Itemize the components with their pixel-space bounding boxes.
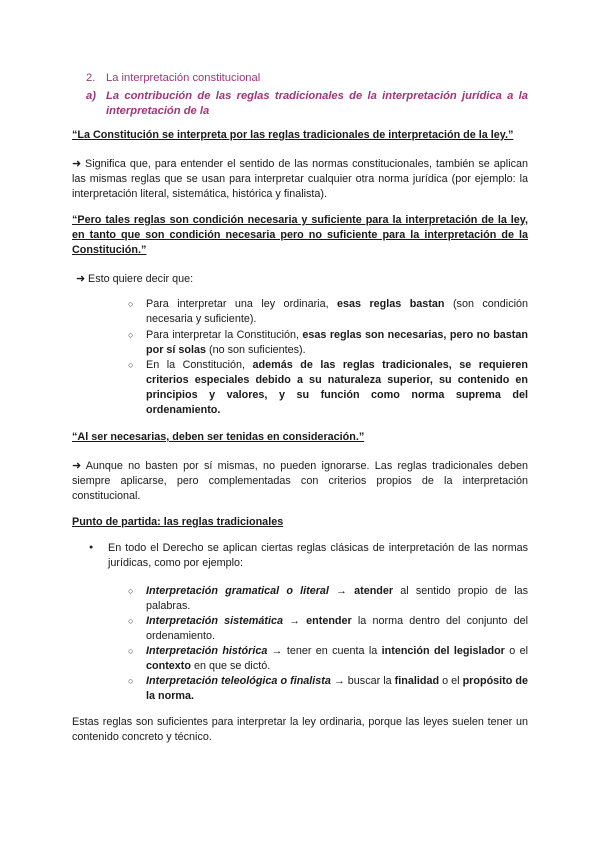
paragraph-three: ➜ Aunque no basten por sí mismas, no pueden ignorarse. Las reglas tradicionales deben siempre aplicarse, pero complementadas con criterios propios de la interpretación constitucional.: [72, 460, 528, 502]
list-item: Interpretación gramatical o literal → atender al sentido propio de las palabras.: [146, 585, 529, 612]
circle-bullet-icon: ○: [128, 299, 134, 309]
quote-three: “Al ser necesarias, deben ser tenidas en consideración.”: [72, 431, 365, 443]
quote-one: “La Constitución se interpreta por las reglas tradicionales de interpretación de la ley.”: [72, 129, 514, 141]
paragraph-four: Estas reglas son suficientes para interpretar la ley ordinaria, porque las leyes suelen tener un contenido concreto y técnico.: [72, 716, 528, 743]
circle-bullet-icon: ○: [128, 676, 134, 686]
quote-two: “Pero tales reglas son condición necesaria y suficiente para la interpretación de la ley, en tanto que son condición necesaria pero no suficiente para la interpretación de la Constitución.”: [72, 214, 528, 256]
circle-bullet-icon: ○: [128, 330, 134, 340]
heading-constitutional-interpretation: [86, 72, 260, 84]
subheading-contribution: [86, 89, 528, 118]
paragraph-one: ➜ Significa que, para entender el sentido de las normas constitucionales, también se aplican las mismas reglas que se usan para interpretar cualquier otra norma jurídica (por ejemplo: la interpretación literal, sistemática, histórica y finalista).: [72, 158, 528, 200]
circle-bullet-icon: ○: [128, 616, 134, 626]
list-item: Para interpretar la Constitución, esas reglas son necesarias, pero no bastan por sí solas (no son suficientes).: [146, 329, 528, 356]
list-item: Interpretación sistemática → entender la norma dentro del conjunto del ordenamiento.: [146, 615, 529, 642]
list-item: Interpretación histórica → tener en cuenta la intención del legislador o el contexto en que se dictó.: [146, 645, 528, 672]
circle-bullet-icon: ○: [128, 360, 134, 370]
list-item: En la Constitución, además de las reglas tradicionales, se requieren criterios especiales debido a su naturaleza superior, su contenido en principios y valores, y su función como norma suprema del ordenamiento.: [146, 359, 528, 416]
list-item: Interpretación teleológica o finalista → buscar la finalidad o el propósito de la norma.: [146, 675, 528, 702]
list-item: Para interpretar una ley ordinaria, esas reglas bastan (son condición necesaria y suficiente).: [146, 298, 529, 325]
heading-number: 2.: [86, 72, 96, 84]
circle-bullet-icon: ○: [128, 586, 134, 596]
bullet-paragraph: En todo el Derecho se aplican ciertas reglas clásicas de interpretación de las normas jurídicas, como por ejemplo:: [108, 542, 528, 569]
paragraph-two: ➜ Esto quiere decir que:: [76, 273, 194, 285]
subheading-letter: a): [86, 90, 96, 102]
bullet-icon: ●: [89, 544, 94, 551]
circle-bullet-icon: ○: [128, 646, 134, 656]
subheading-title: La contribución de las reglas tradicionales de la interpretación jurídica a la interpretación de la: [106, 90, 528, 117]
section-title: Punto de partida: las reglas tradicionales: [72, 516, 284, 528]
heading-title: La interpretación constitucional: [106, 72, 261, 84]
